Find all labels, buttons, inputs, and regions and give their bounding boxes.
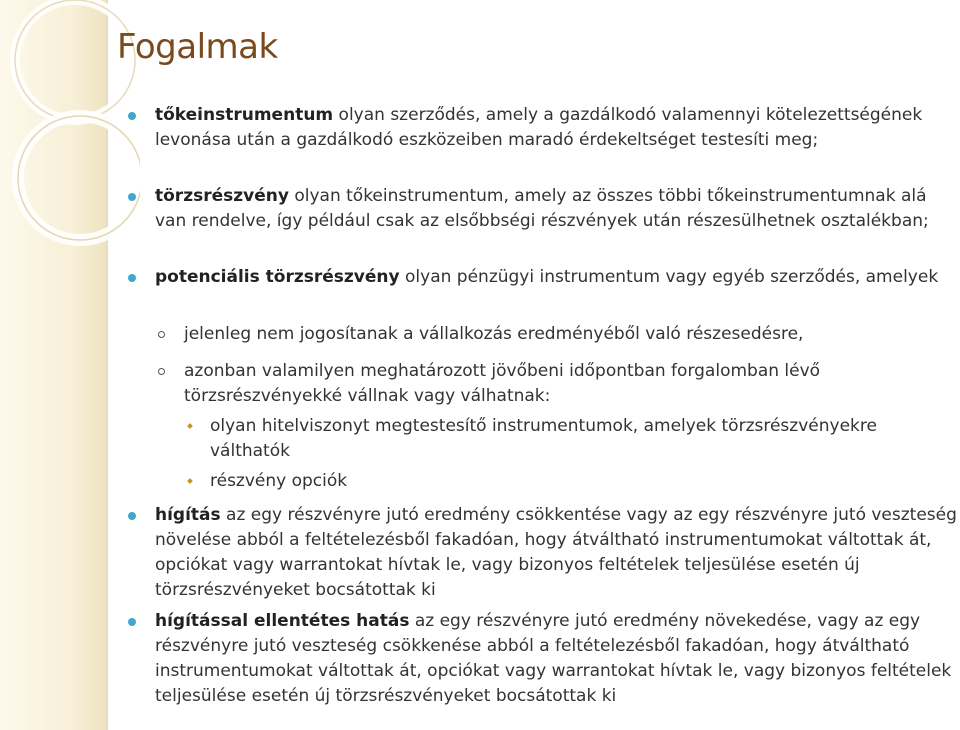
list-item-potencialis-torzsreszveny xyxy=(155,265,957,290)
definition-text: az egy részvényre jutó eredmény növekedése, vagy az egy részvényre jutó veszteség csökkenése abból a feltételezésből fakadóan, hogy átváltható instrumentumokat váltottak át, opciókat vagy warrantokat hívtak le, vagy bizonyos feltételek teljesülése esetén új törzsrészvényeket bocsátottak ki xyxy=(155,611,952,706)
page-title: Fogalmak xyxy=(117,27,278,67)
sub-list-item: jelenleg nem jogosítanak a vállalkozás eredményéből való részesedésre, xyxy=(184,324,804,344)
term-label: törzsrészvény xyxy=(155,186,289,206)
bullet-diamond-icon xyxy=(187,478,193,484)
bullet-dot-icon xyxy=(128,112,136,120)
definition-text: olyan pénzügyi instrumentum vagy egyéb szerződés, amelyek xyxy=(399,267,939,287)
bullet-diamond-icon xyxy=(187,423,193,429)
list-item-higitassal-ellentetes-hatas xyxy=(155,609,957,709)
list-item-tokeinstrumentum xyxy=(155,103,957,153)
sub-sub-list-item: olyan hitelviszonyt megtestesítő instrumentumok, amelyek törzsrészvényekre válthatók xyxy=(210,416,877,461)
bullet-ring-icon xyxy=(158,331,165,338)
bullet-dot-icon xyxy=(128,618,136,626)
list-item-torzsreszveny xyxy=(155,184,957,234)
term-label: hígítás xyxy=(155,505,221,525)
definition-text: olyan szerződés, amely a gazdálkodó valamennyi kötelezettségének levonása után a gazdálkodó eszközeiben maradó érdekeltséget testesíti meg; xyxy=(155,105,923,150)
sub-list-item: azonban valamilyen meghatározott jövőbeni időpontban forgalomban lévő törzsrészvényekké vállnak vagy válhatnak: xyxy=(184,361,821,406)
sub-sub-list-item: részvény opciók xyxy=(210,471,348,491)
definition-text: olyan tőkeinstrumentum, amely az összes többi tőkeinstrumentumnak alá van rendelve, így például csak az elsőbbségi részvények után részesülhetnek osztalékban; xyxy=(155,186,929,231)
definition-text: az egy részvényre jutó eredmény csökkentése vagy az egy részvényre jutó veszteség növelése abból a feltételezésből fakadóan, hogy átváltható instrumentumokat váltottak át, opciókat vagy warrantokat hívtak le, vagy bizonyos feltételek teljesülése esetén új törzsrészvényeket bocsátottak ki xyxy=(155,505,957,600)
term-label: potenciális törzsrészvény xyxy=(155,267,400,287)
list-item-higitas xyxy=(155,503,957,603)
bullet-dot-icon xyxy=(128,274,136,282)
term-label: tőkeinstrumentum xyxy=(155,105,334,125)
bullet-dot-icon xyxy=(128,512,136,520)
bullet-dot-icon xyxy=(128,193,136,201)
bullet-ring-icon xyxy=(158,368,165,375)
term-label: hígítással ellentétes hatás xyxy=(155,611,410,631)
